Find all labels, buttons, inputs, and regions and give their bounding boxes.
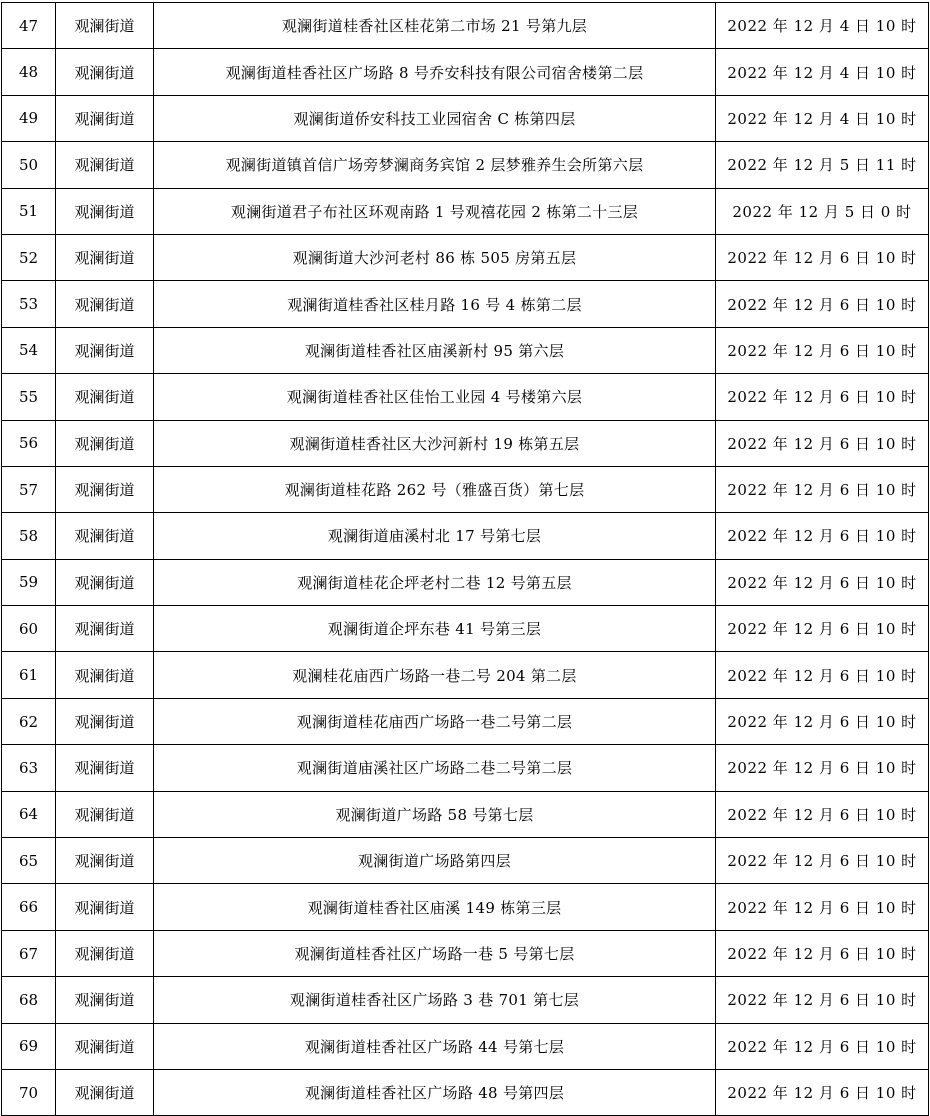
time-cell: 2022 年 12 月 6 日 10 时 [716,513,929,559]
time-cell: 2022 年 12 月 6 日 10 时 [716,1023,929,1069]
table-row [2,513,929,559]
table-row [2,374,929,420]
address-cell: 观澜街道桂花路 262 号（雅盛百货）第七层 [154,466,716,512]
address-cell: 观澜桂花庙西广场路一巷二号 204 第二层 [154,652,716,698]
table-row [2,838,929,884]
records-table [1,2,929,1116]
table-row [2,652,929,698]
row-number-cell: 54 [2,327,56,373]
time-cell: 2022 年 12 月 6 日 10 时 [716,791,929,837]
street-cell: 观澜街道 [56,930,154,976]
table-row [2,142,929,188]
table-row [2,884,929,930]
row-number-cell: 53 [2,281,56,327]
address-cell: 观澜街道桂花庙西广场路一巷二号第二层 [154,698,716,744]
time-cell: 2022 年 12 月 6 日 10 时 [716,698,929,744]
time-cell: 2022 年 12 月 6 日 10 时 [716,420,929,466]
row-number-cell: 69 [2,1023,56,1069]
address-cell: 观澜街道桂香社区广场路 48 号第四层 [154,1069,716,1115]
row-number-cell: 59 [2,559,56,605]
street-cell: 观澜街道 [56,281,154,327]
row-number-cell: 61 [2,652,56,698]
address-cell: 观澜街道庙溪社区广场路二巷二号第二层 [154,745,716,791]
address-cell: 观澜街道桂香社区佳怡工业园 4 号楼第六层 [154,374,716,420]
table-row [2,606,929,652]
row-number-cell: 47 [2,3,56,49]
address-cell: 观澜街道君子布社区环观南路 1 号观禧花园 2 栋第二十三层 [154,188,716,234]
table-row [2,49,929,95]
row-number-cell: 65 [2,838,56,884]
row-number-cell: 63 [2,745,56,791]
row-number-cell: 57 [2,466,56,512]
records-table-body [2,3,929,1116]
time-cell: 2022 年 12 月 6 日 10 时 [716,930,929,976]
table-row [2,930,929,976]
street-cell: 观澜街道 [56,559,154,605]
street-cell: 观澜街道 [56,791,154,837]
address-cell: 观澜街道庙溪村北 17 号第七层 [154,513,716,559]
table-row [2,3,929,49]
table-row [2,745,929,791]
street-cell: 观澜街道 [56,513,154,559]
street-cell: 观澜街道 [56,466,154,512]
street-cell: 观澜街道 [56,745,154,791]
time-cell: 2022 年 12 月 6 日 10 时 [716,838,929,884]
address-cell: 观澜街道桂香社区广场路 3 巷 701 第七层 [154,977,716,1023]
table-row [2,559,929,605]
time-cell: 2022 年 12 月 6 日 10 时 [716,234,929,280]
street-cell: 观澜街道 [56,374,154,420]
street-cell: 观澜街道 [56,1023,154,1069]
address-cell: 观澜街道桂香社区庙溪新村 95 第六层 [154,327,716,373]
table-row [2,95,929,141]
table-row [2,327,929,373]
table-row [2,1069,929,1115]
street-cell: 观澜街道 [56,49,154,95]
row-number-cell: 52 [2,234,56,280]
table-row [2,281,929,327]
row-number-cell: 49 [2,95,56,141]
time-cell: 2022 年 12 月 6 日 10 时 [716,745,929,791]
address-cell: 观澜街道桂香社区桂月路 16 号 4 栋第二层 [154,281,716,327]
address-cell: 观澜街道镇首信广场旁梦澜商务宾馆 2 层梦雅养生会所第六层 [154,142,716,188]
street-cell: 观澜街道 [56,884,154,930]
address-cell: 观澜街道大沙河老村 86 栋 505 房第五层 [154,234,716,280]
records-table-container [1,2,928,1116]
address-cell: 观澜街道侨安科技工业园宿舍 C 栋第四层 [154,95,716,141]
time-cell: 2022 年 12 月 6 日 10 时 [716,281,929,327]
row-number-cell: 62 [2,698,56,744]
street-cell: 观澜街道 [56,420,154,466]
row-number-cell: 68 [2,977,56,1023]
time-cell: 2022 年 12 月 4 日 10 时 [716,49,929,95]
time-cell: 2022 年 12 月 5 日 11 时 [716,142,929,188]
street-cell: 观澜街道 [56,3,154,49]
time-cell: 2022 年 12 月 6 日 10 时 [716,652,929,698]
row-number-cell: 58 [2,513,56,559]
row-number-cell: 70 [2,1069,56,1115]
row-number-cell: 55 [2,374,56,420]
time-cell: 2022 年 12 月 6 日 10 时 [716,884,929,930]
table-row [2,466,929,512]
row-number-cell: 66 [2,884,56,930]
street-cell: 观澜街道 [56,327,154,373]
time-cell: 2022 年 12 月 4 日 10 时 [716,95,929,141]
address-cell: 观澜街道桂香社区庙溪 149 栋第三层 [154,884,716,930]
table-row [2,698,929,744]
table-row [2,1023,929,1069]
time-cell: 2022 年 12 月 6 日 10 时 [716,606,929,652]
time-cell: 2022 年 12 月 5 日 0 时 [716,188,929,234]
street-cell: 观澜街道 [56,698,154,744]
street-cell: 观澜街道 [56,1069,154,1115]
time-cell: 2022 年 12 月 6 日 10 时 [716,977,929,1023]
street-cell: 观澜街道 [56,606,154,652]
row-number-cell: 60 [2,606,56,652]
address-cell: 观澜街道桂香社区桂花第二市场 21 号第九层 [154,3,716,49]
address-cell: 观澜街道广场路 58 号第七层 [154,791,716,837]
address-cell: 观澜街道桂香社区广场路一巷 5 号第七层 [154,930,716,976]
address-cell: 观澜街道桂香社区广场路 8 号乔安科技有限公司宿舍楼第二层 [154,49,716,95]
time-cell: 2022 年 12 月 6 日 10 时 [716,466,929,512]
address-cell: 观澜街道桂花企坪老村二巷 12 号第五层 [154,559,716,605]
row-number-cell: 50 [2,142,56,188]
address-cell: 观澜街道广场路第四层 [154,838,716,884]
row-number-cell: 64 [2,791,56,837]
table-row [2,791,929,837]
street-cell: 观澜街道 [56,188,154,234]
street-cell: 观澜街道 [56,234,154,280]
street-cell: 观澜街道 [56,95,154,141]
address-cell: 观澜街道桂香社区广场路 44 号第七层 [154,1023,716,1069]
address-cell: 观澜街道企坪东巷 41 号第三层 [154,606,716,652]
street-cell: 观澜街道 [56,838,154,884]
time-cell: 2022 年 12 月 6 日 10 时 [716,374,929,420]
row-number-cell: 51 [2,188,56,234]
street-cell: 观澜街道 [56,652,154,698]
time-cell: 2022 年 12 月 4 日 10 时 [716,3,929,49]
street-cell: 观澜街道 [56,142,154,188]
row-number-cell: 67 [2,930,56,976]
time-cell: 2022 年 12 月 6 日 10 时 [716,1069,929,1115]
row-number-cell: 56 [2,420,56,466]
table-row [2,977,929,1023]
street-cell: 观澜街道 [56,977,154,1023]
table-row [2,420,929,466]
table-row [2,188,929,234]
address-cell: 观澜街道桂香社区大沙河新村 19 栋第五层 [154,420,716,466]
time-cell: 2022 年 12 月 6 日 10 时 [716,559,929,605]
row-number-cell: 48 [2,49,56,95]
time-cell: 2022 年 12 月 6 日 10 时 [716,327,929,373]
table-row [2,234,929,280]
